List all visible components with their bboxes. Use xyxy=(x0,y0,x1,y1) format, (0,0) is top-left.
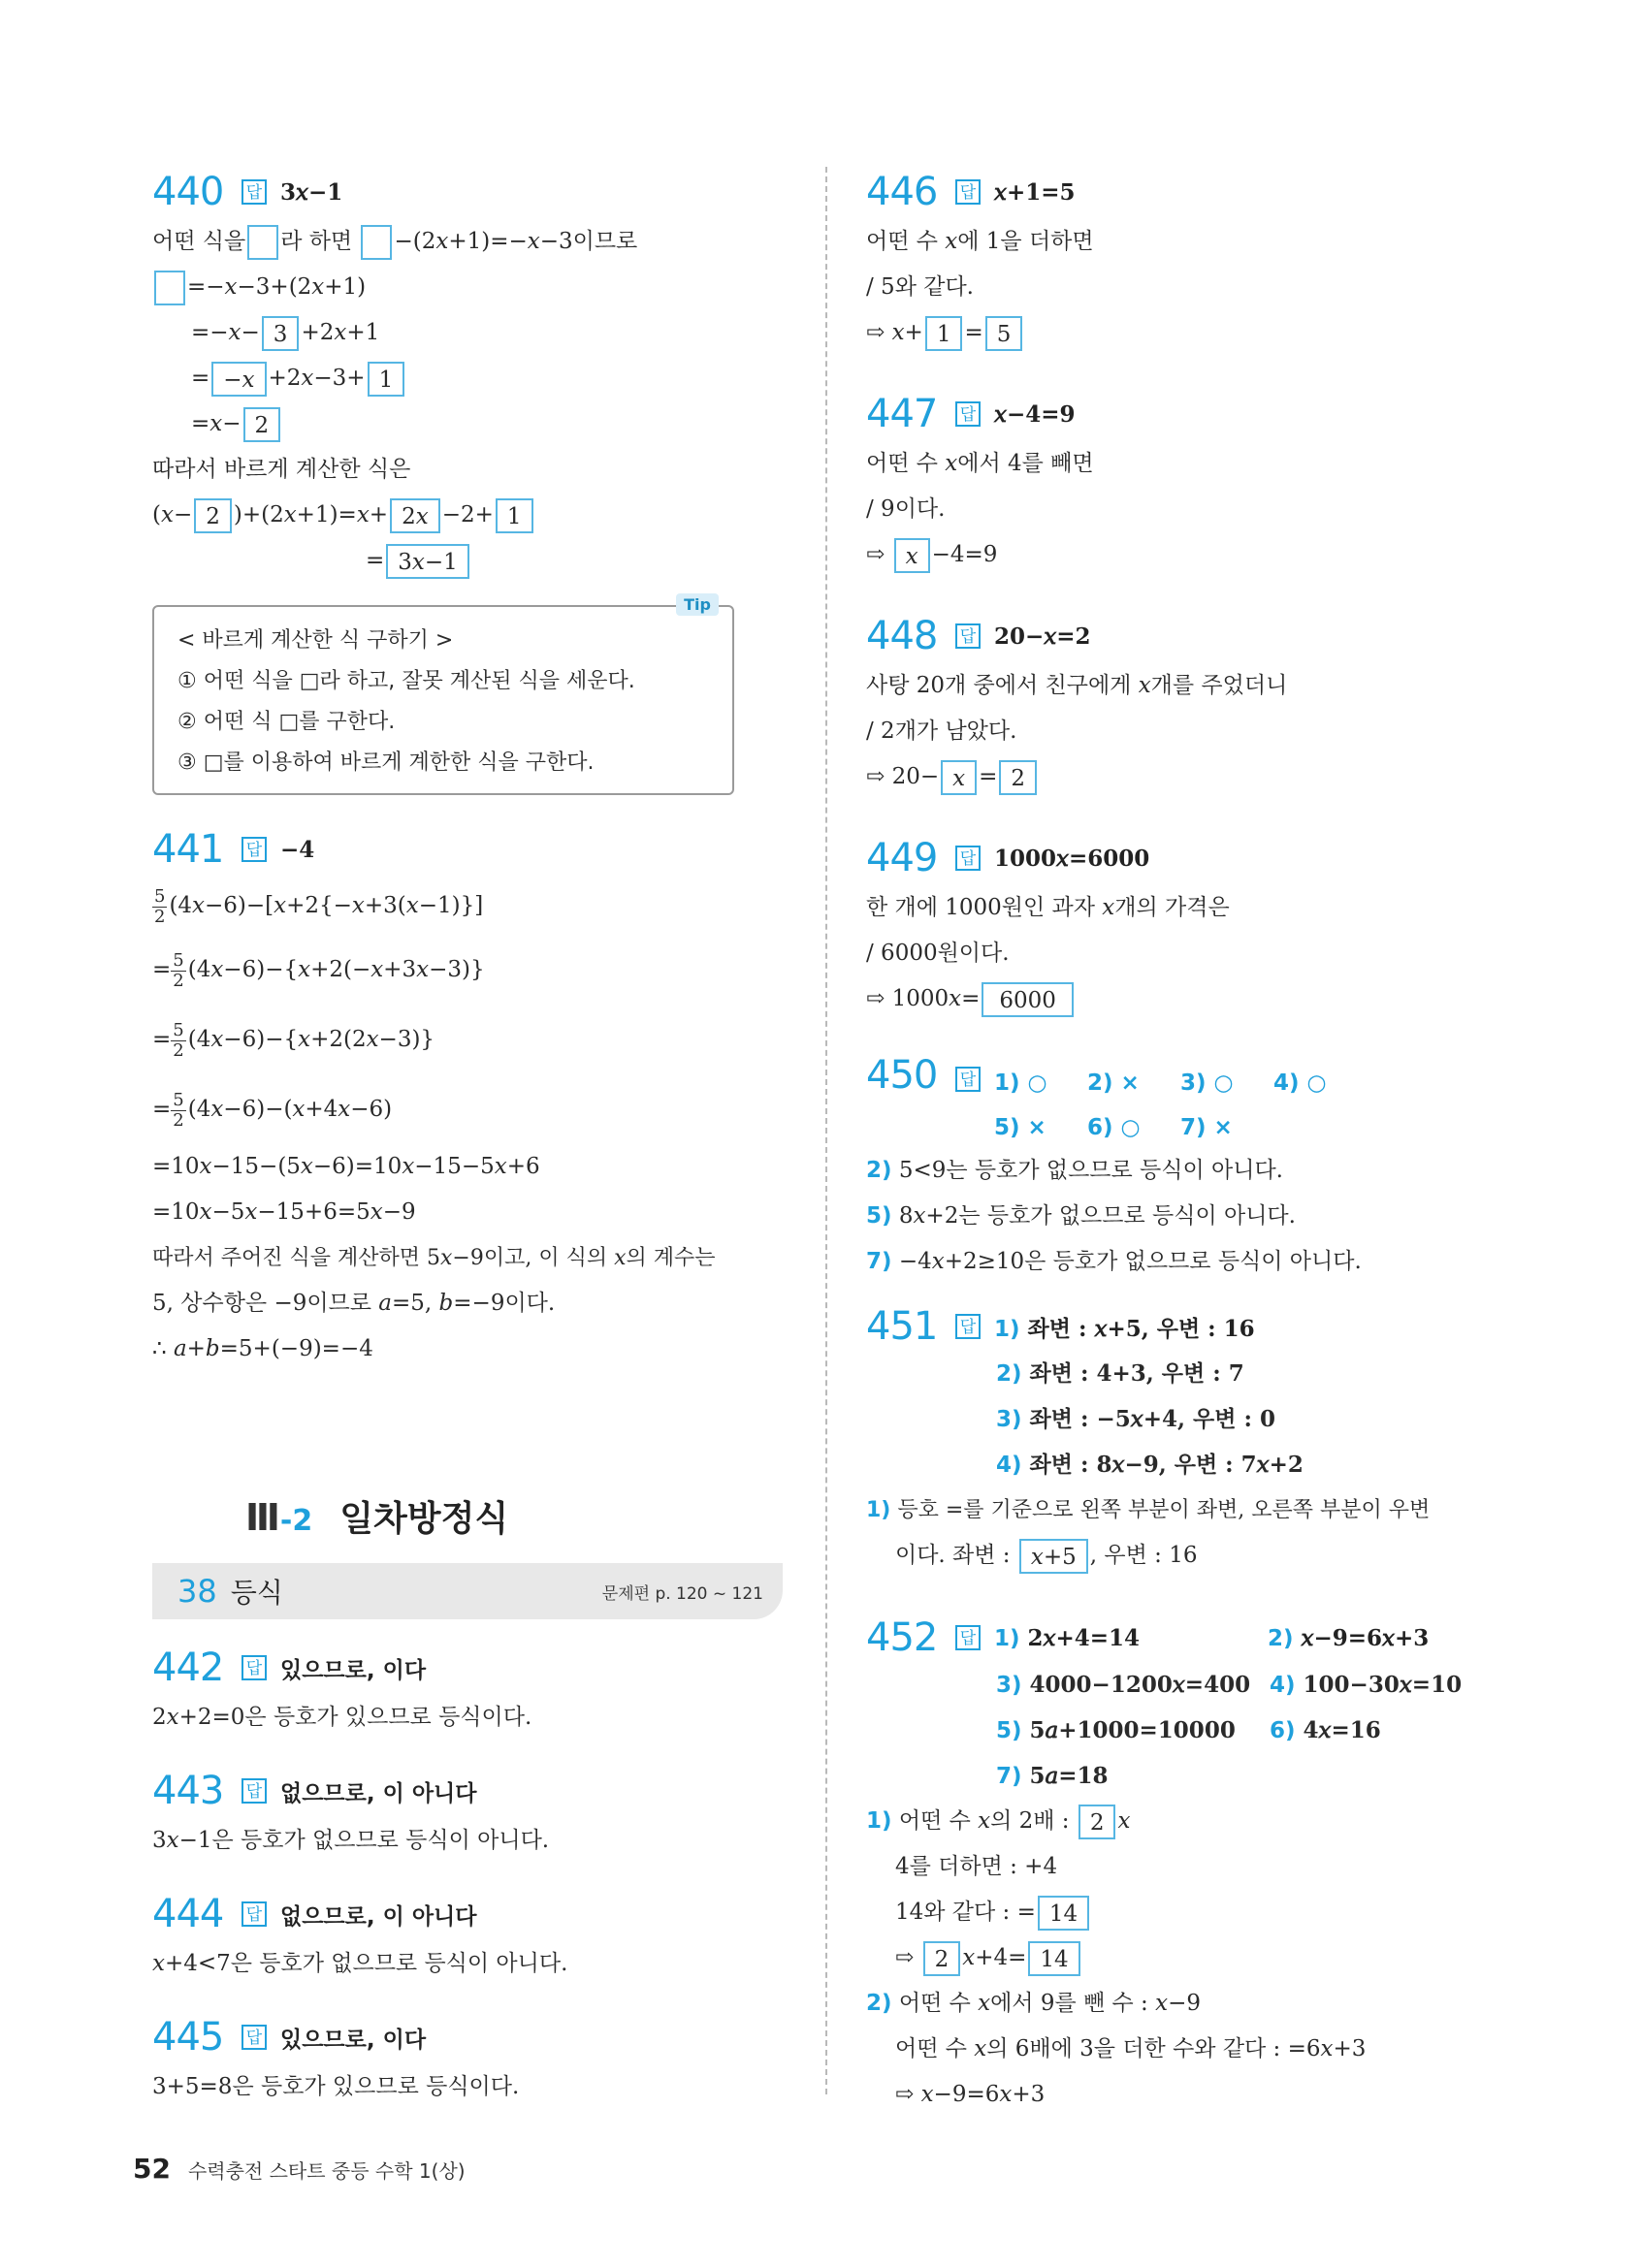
answer-item: 7) × xyxy=(1180,1115,1233,1140)
answer-item: 6) ○ xyxy=(1087,1115,1141,1140)
problem-447 xyxy=(866,387,1487,578)
solution-line: 어떤 수 𝑥에서 4를 빼면 xyxy=(866,451,1094,476)
page-number: 52 xyxy=(133,2153,171,2185)
solution-line: = 3𝑥−1 xyxy=(152,538,783,584)
problem-452 xyxy=(866,1613,1487,2118)
problem-number: 445 xyxy=(152,2015,224,2060)
answer-box: 1 xyxy=(925,316,963,351)
lesson-title: 등식 xyxy=(230,1577,283,1609)
explanation-line: ⇨ 2 𝑥+4= 14 xyxy=(866,1935,1487,1981)
answer-box: 1 xyxy=(496,498,533,533)
solution-line: =10𝑥−5𝑥−15+6=5𝑥−9 xyxy=(152,1199,416,1225)
answer-list xyxy=(994,1061,1367,1150)
solution-line: $\frac{5}{2}$ (4𝑥−6)−[𝑥+2{−𝑥+3(𝑥−1)}] xyxy=(154,885,484,927)
answer-box: 2 xyxy=(999,760,1037,795)
fraction: $\frac{5}{2}$ xyxy=(173,949,184,991)
explanation-line: 5) 8𝑥+2는 등호가 없으므로 등식이 아니다. xyxy=(866,1203,1296,1229)
solution-line: (𝑥− 2 )+(2𝑥+1)=𝑥+ 2𝑥 −2+ 1 xyxy=(152,493,783,538)
section-heading: Ⅲ-2 일차방정식 xyxy=(245,1496,509,1539)
problem-number: 448 xyxy=(866,614,938,658)
problem-445 xyxy=(152,2010,783,2110)
answer-box: 2𝑥 xyxy=(390,498,440,533)
right-column xyxy=(866,165,1487,2118)
fraction: $\frac{5}{2}$ xyxy=(173,1089,184,1131)
explanation-line: 어떤 수 𝑥의 6배에 3을 더한 수와 같다 : =6𝑥+3 xyxy=(895,2036,1367,2061)
column-divider xyxy=(825,167,827,2094)
solution-line: = −𝑥 +2𝑥−3+ 1 xyxy=(152,356,783,401)
answer-label: 답 xyxy=(241,2025,267,2050)
answer-box: 2 xyxy=(1079,1805,1116,1839)
solution-line: / 5와 같다. xyxy=(866,274,974,300)
problem-number: 440 xyxy=(152,170,224,214)
answer-line: 3) 4000−1200𝑥=400 4) 100−30𝑥=10 xyxy=(996,1672,1463,1698)
explanation-line: 1) 어떤 수 𝑥의 2배 : 2 𝑥 xyxy=(866,1799,1487,1844)
explanation-line: 이다. 좌변 : 𝑥+5 , 우변 : 16 xyxy=(866,1533,1487,1579)
answer: 있으므로, 이다 xyxy=(280,2027,427,2053)
problem-number: 447 xyxy=(866,392,938,436)
solution-line: 따라서 바르게 계산한 식은 xyxy=(152,457,411,482)
empty-box xyxy=(361,225,392,260)
answer-label: 답 xyxy=(955,1067,981,1092)
answer-box: 1 xyxy=(368,362,405,397)
solution-line: ⇨ 20− 𝑥 = 2 xyxy=(866,754,1487,800)
solution-line: 따라서 주어진 식을 계산하면 5𝑥−9이고, 이 식의 𝑥의 계수는 xyxy=(152,1246,716,1270)
answer-box: 2 xyxy=(194,498,232,533)
answer-label: 답 xyxy=(955,1314,981,1339)
answer-box: 6000 xyxy=(982,982,1074,1017)
answer-box: 𝑥 xyxy=(941,760,977,795)
answer: 1) 2𝑥+4=14 xyxy=(994,1624,1141,1651)
left-column-lower xyxy=(152,1641,783,2110)
problem-450 xyxy=(866,1053,1487,1285)
answer-box: 𝑥+5 xyxy=(1019,1539,1088,1574)
solution-line: ∴ 𝑎+𝑏=5+(−9)=−4 xyxy=(152,1336,373,1361)
answer-item: 5) × xyxy=(994,1115,1046,1140)
problem-number: 451 xyxy=(866,1304,938,1349)
problem-440 xyxy=(152,165,783,584)
tip-box xyxy=(152,595,734,795)
explanation-line: 2) 어떤 수 𝑥에서 9를 뺀 수 : 𝑥−9 xyxy=(866,1991,1201,2016)
page-footer xyxy=(133,2153,466,2185)
problem-446 xyxy=(866,165,1487,356)
solution-line: ⇨ 1000𝑥= 6000 xyxy=(866,976,1487,1022)
solution-line: 어떤 수 𝑥에 1을 더하면 xyxy=(866,229,1094,254)
answer-box: 2 xyxy=(923,1941,961,1976)
answer-box: 2 xyxy=(243,407,281,442)
tip-step: ② 어떤 식 □를 구한다. xyxy=(177,710,396,734)
lesson-number: 38 xyxy=(177,1573,217,1610)
solution-line: 한 개에 1000원인 과자 𝑥개의 가격은 xyxy=(866,895,1230,920)
answer: 1000𝑥=6000 xyxy=(994,845,1150,872)
solution-line: / 2개가 남았다. xyxy=(866,719,1017,744)
solution-line: ⇨ 𝑥+ 1 = 5 xyxy=(866,310,1487,356)
answer-box: 3 xyxy=(262,316,300,351)
lesson-ref: 문제편 p. 120 ~ 121 xyxy=(601,1583,763,1604)
problem-442 xyxy=(152,1641,783,1741)
answer-label: 답 xyxy=(955,179,981,205)
answer: 𝑥+1=5 xyxy=(994,178,1076,206)
solution-line: 어떤 식을 라 하면 −(2𝑥+1)=−𝑥−3이므로 xyxy=(152,219,783,265)
solution-line: 사탕 20개 중에서 친구에게 𝑥개를 주었더니 xyxy=(866,673,1288,698)
answer-label: 답 xyxy=(241,837,267,862)
answer-box: −𝑥 xyxy=(211,362,266,397)
answer-box: 14 xyxy=(1038,1896,1089,1931)
answer: −4 xyxy=(280,836,315,863)
explanation-line: 4를 더하면 : +4 xyxy=(895,1854,1058,1879)
answer-item: 1) ○ xyxy=(994,1070,1047,1096)
problem-number: 449 xyxy=(866,836,938,880)
empty-box xyxy=(247,225,278,260)
solution-line: = $\frac{5}{2}$ (4𝑥−6)−(𝑥+4𝑥−6) xyxy=(152,1089,393,1131)
explanation-line: 14와 같다 : = 14 xyxy=(866,1890,1487,1935)
answer-box: 𝑥 xyxy=(894,538,930,573)
solution-line: =−𝑥− 3 +2𝑥+1 xyxy=(152,310,783,356)
tip-badge: Tip xyxy=(676,593,719,616)
fraction: $\frac{5}{2}$ xyxy=(154,885,166,927)
answer-item: 2) × xyxy=(1087,1070,1140,1096)
solution-line: = $\frac{5}{2}$ (4𝑥−6)−{𝑥+2(−𝑥+3𝑥−3)} xyxy=(152,949,485,991)
solution-line: = $\frac{5}{2}$ (4𝑥−6)−{𝑥+2(2𝑥−3)} xyxy=(152,1019,435,1061)
problem-number: 442 xyxy=(152,1645,224,1690)
tip-step: ① 어떤 식을 □라 하고, 잘못 계산된 식을 세운다. xyxy=(177,669,635,693)
explanation-line: 2) 5<9는 등호가 없으므로 등식이 아니다. xyxy=(866,1158,1283,1183)
answer-label: 답 xyxy=(955,623,981,649)
solution-line: 2𝑥+2=0은 등호가 있으므로 등식이다. xyxy=(152,1705,532,1730)
solution-line: 5, 상수항은 −9이므로 𝑎=5, 𝑏=−9이다. xyxy=(152,1291,556,1316)
solution-line: 3+5=8은 등호가 있으므로 등식이다. xyxy=(152,2074,520,2099)
problem-449 xyxy=(866,831,1487,1022)
answer: 20−𝑥=2 xyxy=(994,623,1091,650)
solution-line: =𝑥− 2 xyxy=(152,401,783,447)
solution-line: / 9이다. xyxy=(866,496,946,522)
solution-line: / 6000원이다. xyxy=(866,941,1010,966)
answer-label: 답 xyxy=(241,1655,267,1680)
answer-item: 4) ○ xyxy=(1273,1070,1327,1096)
answer-line: 7) 5𝑎=18 xyxy=(996,1763,1109,1789)
problem-448 xyxy=(866,609,1487,800)
solution-line: ⇨ 𝑥 −4=9 xyxy=(866,532,1487,578)
left-column xyxy=(152,165,783,1372)
problem-444 xyxy=(152,1887,783,1987)
problem-number: 444 xyxy=(152,1892,224,1936)
answer: 1) 좌변 : 𝑥+5, 우변 : 16 xyxy=(994,1315,1255,1342)
solution-line: 3𝑥−1은 등호가 없으므로 등식이 아니다. xyxy=(152,1828,550,1853)
explanation-line: 1) 등호 =를 기준으로 왼쪽 부분이 좌변, 오른쪽 부분이 우변 xyxy=(866,1498,1431,1522)
answer-box: 3𝑥−1 xyxy=(386,544,469,579)
problem-number: 443 xyxy=(152,1769,224,1813)
solution-line: 𝑥+4<7은 등호가 없으므로 등식이 아니다. xyxy=(152,1951,568,1976)
problem-443 xyxy=(152,1764,783,1864)
answer-line: 3) 좌변 : −5𝑥+4, 우변 : 0 xyxy=(996,1406,1275,1432)
explanation-line: 7) −4𝑥+2≥10은 등호가 없으므로 등식이 아니다. xyxy=(866,1249,1362,1274)
empty-box xyxy=(154,271,185,305)
fraction: $\frac{5}{2}$ xyxy=(173,1019,184,1061)
answer: 없으므로, 이 아니다 xyxy=(280,1903,477,1930)
answer-line: 2) 좌변 : 4+3, 우변 : 7 xyxy=(996,1360,1244,1387)
problem-number: 441 xyxy=(152,827,224,872)
problem-441 xyxy=(152,822,783,1372)
tip-title: < 바르게 계산한 식 구하기 > xyxy=(177,628,454,653)
answer: 𝑥−4=9 xyxy=(994,400,1076,428)
answer-line: 5) 5𝑎+1000=10000 6) 4𝑥=16 xyxy=(996,1717,1381,1743)
problem-number: 450 xyxy=(866,1053,938,1098)
tip-step: ③ □를 이용하여 바르게 계한한 식을 구한다. xyxy=(177,751,595,775)
problem-number: 452 xyxy=(866,1615,938,1660)
solution-line: =10𝑥−15−(5𝑥−6)=10𝑥−15−5𝑥+6 xyxy=(152,1154,540,1179)
problem-451 xyxy=(866,1302,1487,1579)
answer-label: 답 xyxy=(241,1778,267,1804)
answer-item: 3) ○ xyxy=(1180,1070,1234,1096)
answer-label: 답 xyxy=(241,1901,267,1927)
answer: 없으므로, 이 아니다 xyxy=(280,1780,477,1806)
answer-label: 답 xyxy=(241,179,267,205)
answer: 3𝑥−1 xyxy=(280,178,343,206)
answer-line: 4) 좌변 : 8𝑥−9, 우변 : 7𝑥+2 xyxy=(996,1452,1304,1478)
lesson-bar xyxy=(152,1563,783,1619)
answer-label: 답 xyxy=(955,846,981,871)
answer-label: 답 xyxy=(955,1625,981,1650)
explanation-line: ⇨ 𝑥−9=6𝑥+3 xyxy=(895,2082,1046,2107)
answer: 2) 𝑥−9=6𝑥+3 xyxy=(1268,1624,1430,1651)
answer-box: 14 xyxy=(1028,1941,1079,1976)
problem-number: 446 xyxy=(866,170,938,214)
answer-label: 답 xyxy=(955,401,981,427)
book-title: 수력충전 스타트 중등 수학 1(상) xyxy=(187,2159,466,2183)
solution-line: =−𝑥−3+(2𝑥+1) xyxy=(152,265,783,310)
answer: 있으므로, 이다 xyxy=(280,1657,427,1683)
answer-box: 5 xyxy=(985,316,1023,351)
